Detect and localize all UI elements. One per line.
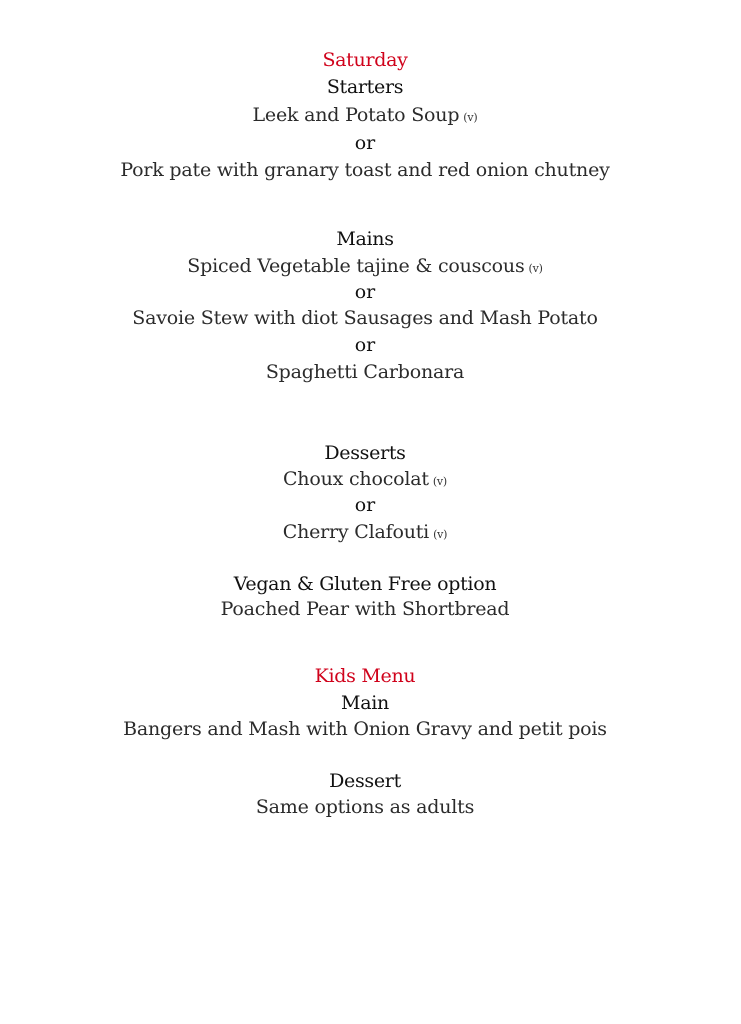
- kids-dessert-item: Same options as adults: [255, 796, 475, 818]
- vegetarian-tag: (v): [528, 262, 543, 275]
- main-item-3: Spaghetti Carbonara: [265, 361, 465, 383]
- desserts-or: or: [354, 494, 376, 516]
- vegetarian-tag: (v): [463, 111, 478, 124]
- vegan-item: Poached Pear with Shortbread: [220, 598, 510, 620]
- kids-dessert-heading: Dessert: [329, 770, 401, 792]
- mains-heading: Mains: [336, 228, 394, 250]
- vegan-heading: Vegan & Gluten Free option: [233, 573, 497, 595]
- starter-item-1-label: Leek and Potato Soup: [252, 104, 460, 126]
- starters-heading: Starters: [326, 76, 404, 98]
- dessert-item-2: [0, 520, 730, 547]
- dessert-item-1-label: Choux chocolat: [282, 468, 429, 490]
- starter-item-1: [0, 103, 730, 130]
- vegetarian-tag: (v): [432, 475, 448, 488]
- main-item-1-label: Spiced Vegetable tajine & couscous: [187, 255, 525, 277]
- desserts-heading: Desserts: [324, 442, 406, 464]
- kids-main-item: Bangers and Mash with Onion Gravy and petit pois: [123, 718, 607, 740]
- main-item-2: Savoie Stew with diot Sausages and Mash Potato: [132, 307, 598, 329]
- kids-menu-title: Kids Menu: [314, 665, 416, 687]
- main-item-1: [0, 254, 730, 281]
- mains-or-1: or: [354, 281, 376, 303]
- starter-item-2: Pork pate with granary toast and red onion chutney: [120, 159, 610, 181]
- kids-main-heading: Main: [341, 692, 389, 714]
- starters-or: or: [354, 132, 376, 154]
- mains-or-2: or: [354, 334, 376, 356]
- dessert-item-1: [0, 467, 730, 494]
- day-title: Saturday: [322, 49, 408, 71]
- dessert-item-2-label: Cherry Clafouti: [282, 521, 430, 543]
- vegetarian-tag: (v): [433, 528, 448, 541]
